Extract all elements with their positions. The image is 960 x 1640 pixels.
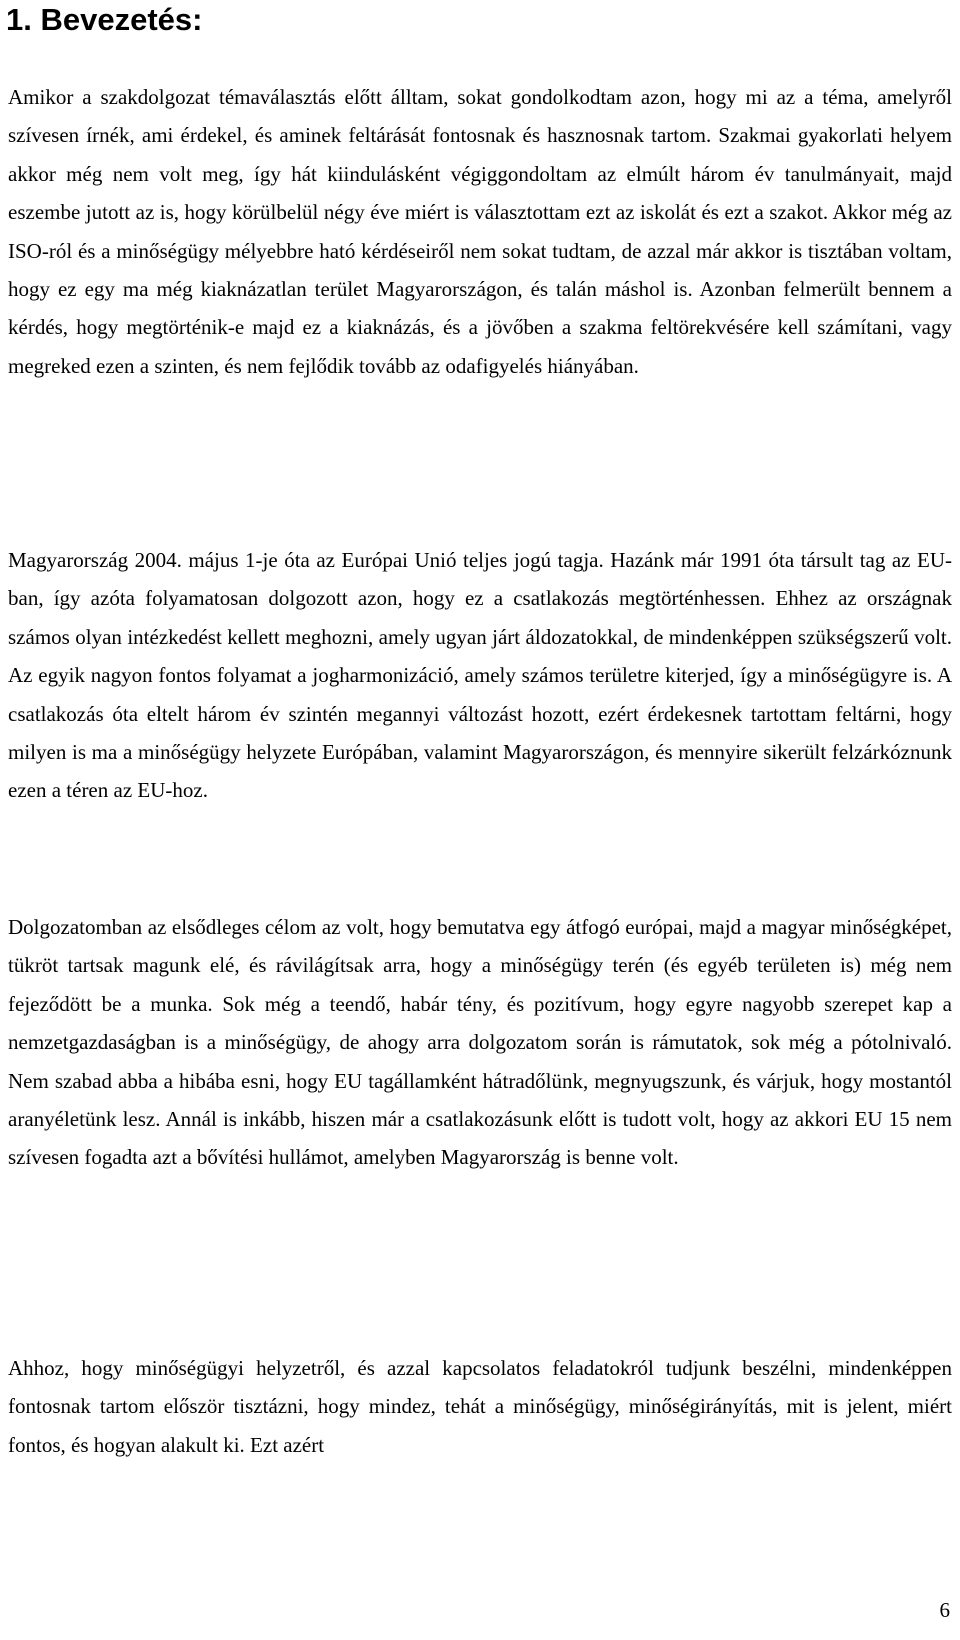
- section-heading: 1. Bevezetés:: [6, 2, 203, 37]
- paragraph-intro: Amikor a szakdolgozat témaválasztás előtt álltam, sokat gondolkodtam azon, hogy mi az a téma, amelyről szívesen írnék, ami érdekel, és aminek feltárását fontosnak és hasznosnak tartom. Szakmai gyakorlati helyem akkor még nem volt meg, így hát kiindulásként végiggondoltam az elmúlt három év tanulmányait, majd eszembe jutott az is, hogy körülbelül négy éve miért is választottam ezt az iskolát és ezt a szakot. Akkor még az ISO-ról és a minőségügy mélyebbre ható kérdéseiről nem sokat tudtam, de azzal már akkor is tisztában voltam, hogy ez egy ma még kiaknázatlan terület Magyarországon, és talán máshol is. Azonban felmerült bennem a kérdés, hogy megtörténik-e majd ez a kiaknázás, és a jövőben a szakma feltörekvésére kell számítani, vagy megreked ezen a szinten, és nem fejlődik tovább az odafigyelés hiányában.: [8, 85, 952, 378]
- paragraph-thesis-goal: Dolgozatomban az elsődleges célom az volt, hogy bemutatva egy átfogó európai, majd a magyar minőségképet, tükröt tartsak magunk elé, és rávilágítsak arra, hogy a minőségügy terén (és egyéb területen is) még nem fejeződött be a munka. Sok még a teendő, habár tény, és pozitívum, hogy egyre nagyobb szerepet kap a nemzetgazdaságban is a minőségügy, de ahogy arra dolgozatom során is rámutatok, sok még a pótolnivaló. Nem szabad abba a hibába esni, hogy EU tagállamként hátradőlünk, megnyugszunk, és várjuk, hogy mostantól aranyéletünk lesz. Annál is inkább, hiszen már a csatlakozásunk előtt is tudott volt, hogy az akkori EU 15 nem szívesen fogadta azt a bővítési hullámot, amelyben Magyarország is benne volt.: [8, 915, 952, 1170]
- paragraph-quality-definition: Ahhoz, hogy minőségügyi helyzetről, és azzal kapcsolatos feladatokról tudjunk beszélni, mindenképpen fontosnak tartom először tisztázni, hogy mindez, tehát a minőségügy, minőségirányítás, mit is jelent, miért fontos, és hogyan alakult ki. Ezt azért: [8, 1356, 952, 1457]
- paragraph-eu-membership: Magyarország 2004. május 1-je óta az Európai Unió teljes jogú tagja. Hazánk már 1991 óta társult tag az EU-ban, így azóta folyamatosan dolgozott azon, hogy ez a csatlakozás megtörténhessen. Ehhez az országnak számos olyan intézkedést kellett meghozni, amely ugyan járt áldozatokkal, de mindenképpen szükségszerű volt. Az egyik nagyon fontos folyamat a jogharmonizáció, amely számos területre kiterjed, így a minőségügyre is. A csatlakozás óta eltelt három év szintén megannyi változást hozott, ezért érdekesnek tartottam feltárni, hogy milyen is ma a minőségügy helyzete Európában, valamint Magyarországon, és mennyire sikerült felzárkóznunk ezen a téren az EU-hoz.: [8, 548, 952, 803]
- page-number: 6: [939, 1598, 950, 1622]
